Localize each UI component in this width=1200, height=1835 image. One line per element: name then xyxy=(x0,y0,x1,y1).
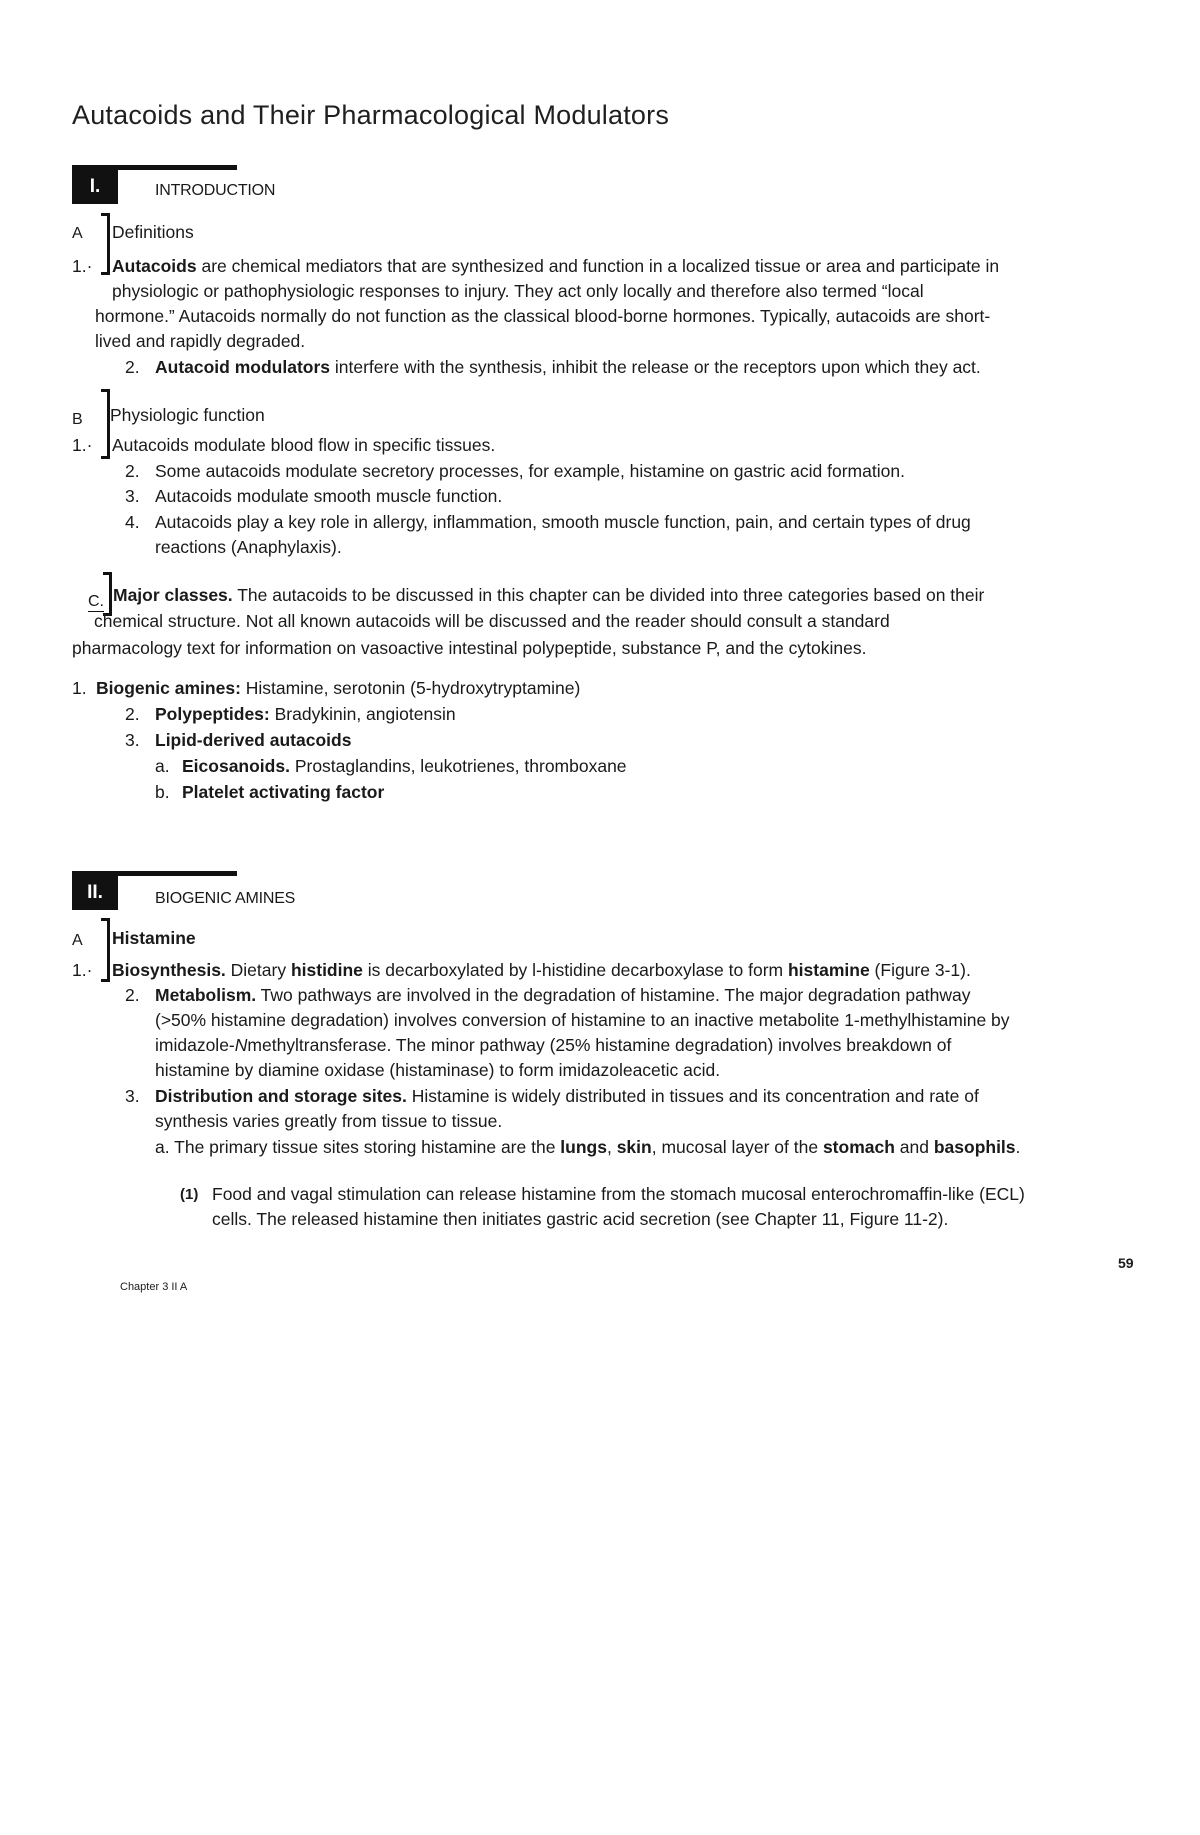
subsection-b-heading: Physiologic function xyxy=(110,405,265,425)
definitions-item-1-number: 1.· xyxy=(72,256,93,276)
physiologic-item-4-line-2: reactions (Anaphylaxis). xyxy=(155,537,342,557)
section-1-title: INTRODUCTION xyxy=(155,182,276,199)
physiologic-item-3-text: Autacoids modulate smooth muscle function. xyxy=(155,486,503,506)
definitions-item-1-line-1: Autacoids are chemical mediators that are synthesized and function in a localized tissue or area and participate in xyxy=(112,256,1000,276)
definitions-item-1-line-2: physiologic or pathophysiologic responses to injury. They act only locally and therefore also termed “local xyxy=(112,281,924,301)
histamine-item-2-line-3: imidazole-Nmethyltransferase. The minor pathway (25% histamine degradation) involves breakdown of xyxy=(155,1035,952,1055)
histamine-item-2-line-4: histamine by diamine oxidase (histaminase) to form imidazoleacetic acid. xyxy=(155,1060,721,1080)
classes-item-3a-letter: a. xyxy=(155,756,170,776)
classes-item-3-text: Lipid-derived autacoids xyxy=(155,730,352,750)
histamine-sub-1-number: (1) xyxy=(180,1186,199,1203)
classes-item-2-number: 2. xyxy=(125,704,140,724)
histamine-heading: Histamine xyxy=(112,928,196,948)
page-number: 59 xyxy=(1118,1255,1134,1271)
definitions-item-2-number: 2. xyxy=(125,357,140,377)
definitions-item-1-line-3: hormone.” Autacoids normally do not function as the classical blood-borne hormones. Typically, autacoids are short- xyxy=(95,306,991,326)
histamine-item-3-line-1: Distribution and storage sites. Histamine is widely distributed in tissues and its concentration and rate of xyxy=(155,1086,979,1106)
section-1-number: I. xyxy=(72,170,118,204)
classes-item-3b-letter: b. xyxy=(155,782,170,802)
classes-item-3-number: 3. xyxy=(125,730,140,750)
histamine-item-1-text: Biosynthesis. Dietary histidine is decarboxylated by l-histidine decarboxylase to form histamine (Figure 3-1). xyxy=(112,960,971,980)
physiologic-item-2-number: 2. xyxy=(125,461,140,481)
physiologic-item-1-number: 1.· xyxy=(72,435,93,455)
definitions-item-1-line-4: lived and rapidly degraded. xyxy=(95,331,306,351)
histamine-item-3-number: 3. xyxy=(125,1086,140,1106)
classes-item-3a-text: Eicosanoids. Prostaglandins, leukotrienes, thromboxane xyxy=(182,756,627,776)
histamine-sub-1-line-2: cells. The released histamine then initiates gastric acid secretion (see Chapter 11, Figure 11-2). xyxy=(212,1209,949,1229)
definitions-item-2-text: Autacoid modulators interfere with the synthesis, inhibit the release or the receptors upon which they act. xyxy=(155,357,981,377)
histamine-letter: A xyxy=(72,932,83,949)
histamine-bracket xyxy=(101,918,110,982)
subsection-a-letter: A xyxy=(72,225,83,242)
subsection-a-bracket xyxy=(101,213,110,275)
histamine-item-2-line-2: (>50% histamine degradation) involves conversion of histamine to an inactive metabolite 1-methylhistamine by xyxy=(155,1010,1010,1030)
physiologic-item-2-text: Some autacoids modulate secretory processes, for example, histamine on gastric acid formation. xyxy=(155,461,905,481)
physiologic-item-4-line-1: Autacoids play a key role in allergy, inflammation, smooth muscle function, pain, and certain types of drug xyxy=(155,512,971,532)
major-classes-line-2: chemical structure. Not all known autacoids will be discussed and the reader should consult a standard xyxy=(94,611,890,631)
physiologic-item-3-number: 3. xyxy=(125,486,140,506)
page-title: Autacoids and Their Pharmacological Modulators xyxy=(72,100,670,130)
major-classes-line-1: Major classes. The autacoids to be discussed in this chapter can be divided into three categories based on their xyxy=(113,585,985,605)
classes-item-2-text: Polypeptides: Bradykinin, angiotensin xyxy=(155,704,456,724)
histamine-item-2-line-1: Metabolism. Two pathways are involved in the degradation of histamine. The major degradation pathway xyxy=(155,985,971,1005)
histamine-item-1-number: 1.· xyxy=(72,960,93,980)
chapter-footer: Chapter 3 II A xyxy=(120,1281,188,1293)
physiologic-item-1-text: Autacoids modulate blood flow in specific tissues. xyxy=(112,435,496,455)
subsection-a-heading: Definitions xyxy=(112,222,194,242)
classes-item-1-text: Biogenic amines: Histamine, serotonin (5-hydroxytryptamine) xyxy=(96,678,581,698)
subsection-b-bracket xyxy=(101,389,110,459)
subsection-c-letter: C. xyxy=(88,593,104,610)
classes-item-3b-text: Platelet activating factor xyxy=(182,782,385,802)
histamine-item-3a: a. The primary tissue sites storing histamine are the lungs, skin, mucosal layer of the stomach and basophils. xyxy=(155,1137,1021,1157)
histamine-sub-1-line-1: Food and vagal stimulation can release histamine from the stomach mucosal enterochromaffin-like (ECL) xyxy=(212,1184,1025,1204)
section-2-number: II. xyxy=(72,876,118,910)
physiologic-item-4-number: 4. xyxy=(125,512,140,532)
section-2-title: BIOGENIC AMINES xyxy=(155,890,296,907)
histamine-item-2-number: 2. xyxy=(125,985,140,1005)
classes-item-1-number: 1. xyxy=(72,678,87,698)
major-classes-line-3: pharmacology text for information on vasoactive intestinal polypeptide, substance P, and the cytokines. xyxy=(72,638,867,658)
subsection-b-letter: B xyxy=(72,411,83,428)
histamine-item-3-line-2: synthesis varies greatly from tissue to tissue. xyxy=(155,1111,503,1131)
